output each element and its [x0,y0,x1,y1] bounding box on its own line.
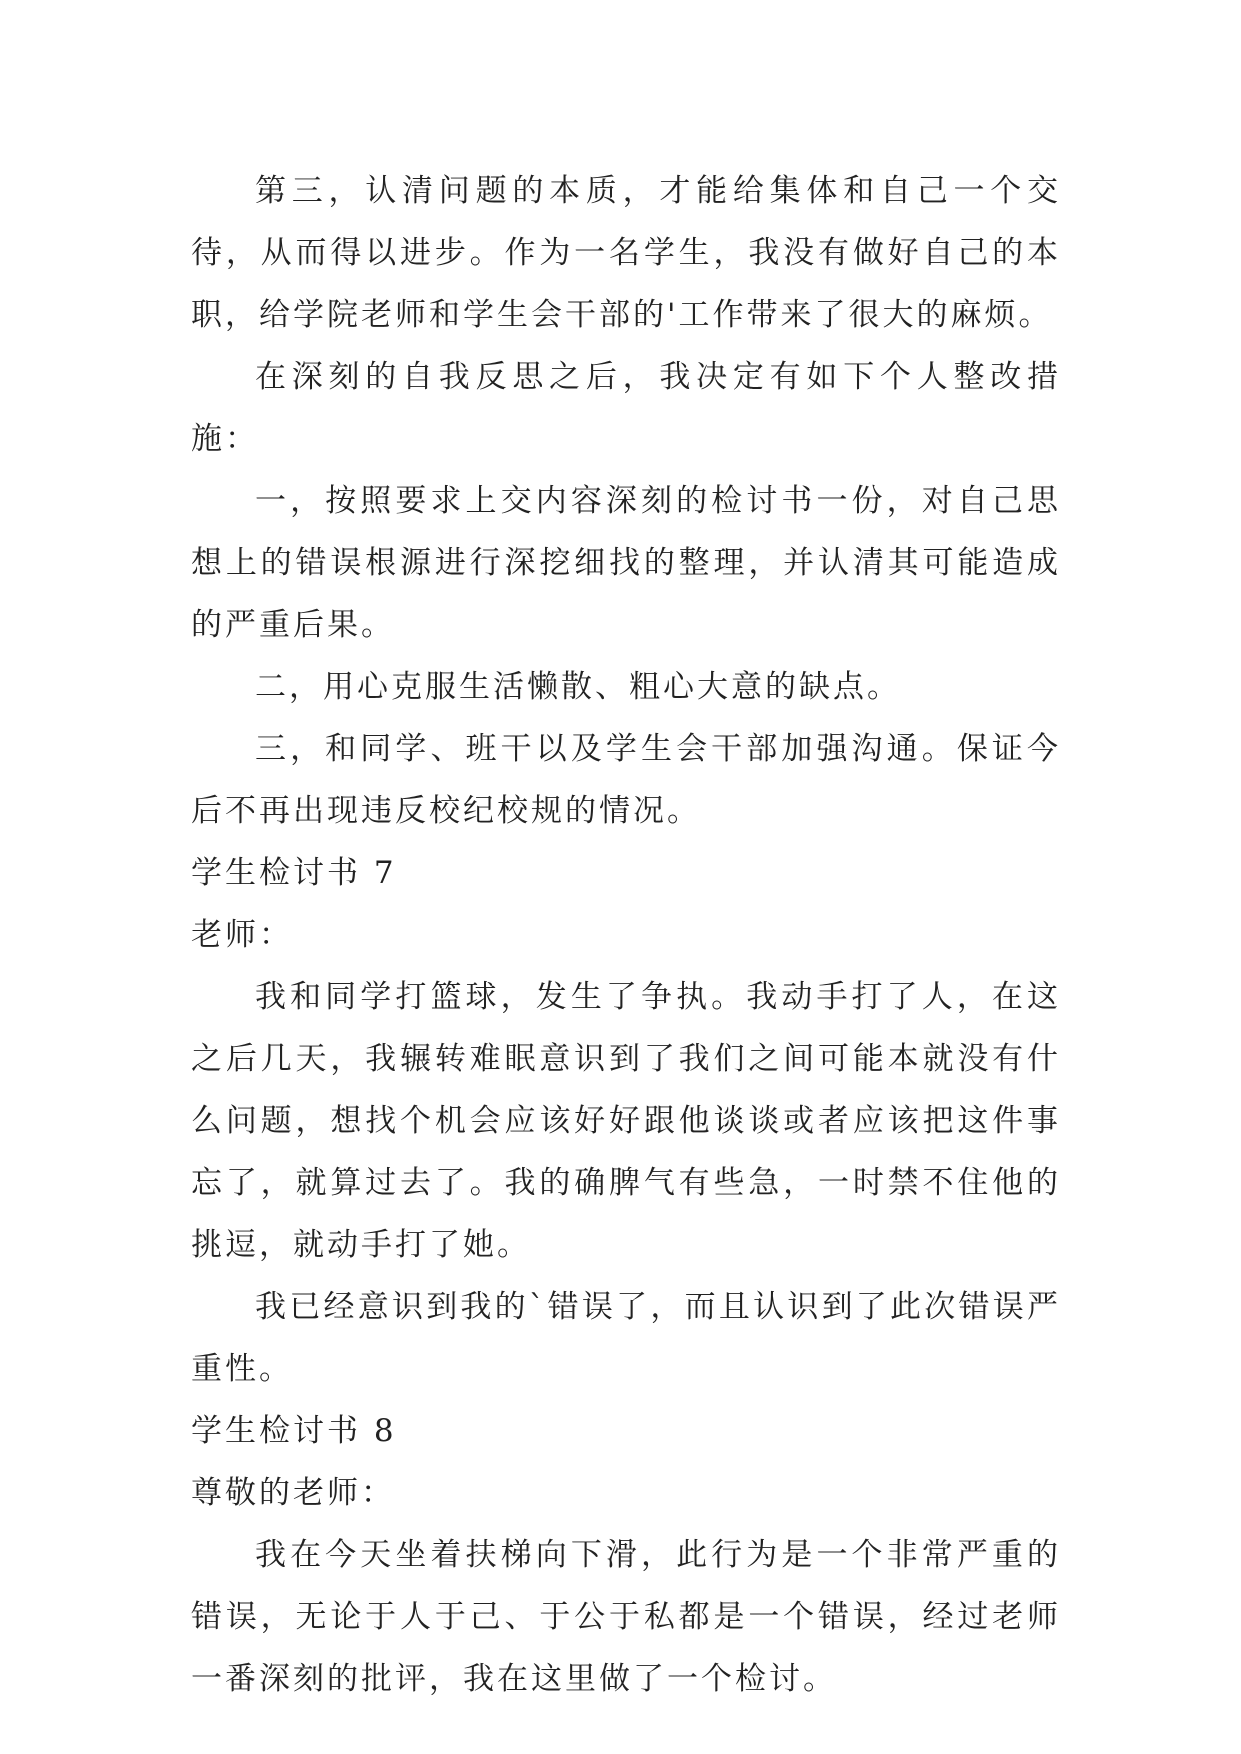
paragraph-acknowledgement: 我已经意识到我的`错误了，而且认识到了此次错误严重性。 [191,1289,1061,1387]
salutation-7: 老师： [191,917,293,953]
paragraph-basketball-incident: 我和同学打篮球，发生了争执。我动手打了人，在这之后几天，我辗转难眠意识到了我们之间可能本就没有什么问题，想找个机会应该好好跟他谈谈或者应该把这件事忘了，就算过去了。我的确脾气有些急，一时禁不住他的挑逗，就动手打了她。 [191,979,1061,1263]
paragraph-third-point: 第三，认清问题的本质，才能给集体和自己一个交待，从而得以进步。作为一名学生，我没有做好自己的本职，给学院老师和学生会干部的'工作带来了很大的麻烦。 [191,173,1061,333]
section-heading-7: 学生检讨书 7 [191,855,397,891]
paragraph-measure-two: 二，用心克服生活懒散、粗心大意的缺点。 [255,669,901,705]
paragraph-reflection-intro: 在深刻的自我反思之后，我决定有如下个人整改措施： [191,359,1061,457]
document-body [191,160,1061,1710]
paragraph-measure-one: 一，按照要求上交内容深刻的检讨书一份，对自己思想上的错误根源进行深挖细找的整理，并认清其可能造成的严重后果。 [191,483,1061,643]
paragraph-measure-three: 三，和同学、班干以及学生会干部加强沟通。保证今后不再出现违反校纪校规的情况。 [191,731,1061,829]
section-heading-8: 学生检讨书 8 [191,1413,397,1449]
salutation-8: 尊敬的老师： [191,1475,395,1511]
paragraph-escalator-incident: 我在今天坐着扶梯向下滑，此行为是一个非常严重的错误，无论于人于己、于公于私都是一个错误，经过老师一番深刻的批评，我在这里做了一个检讨。 [191,1537,1061,1697]
